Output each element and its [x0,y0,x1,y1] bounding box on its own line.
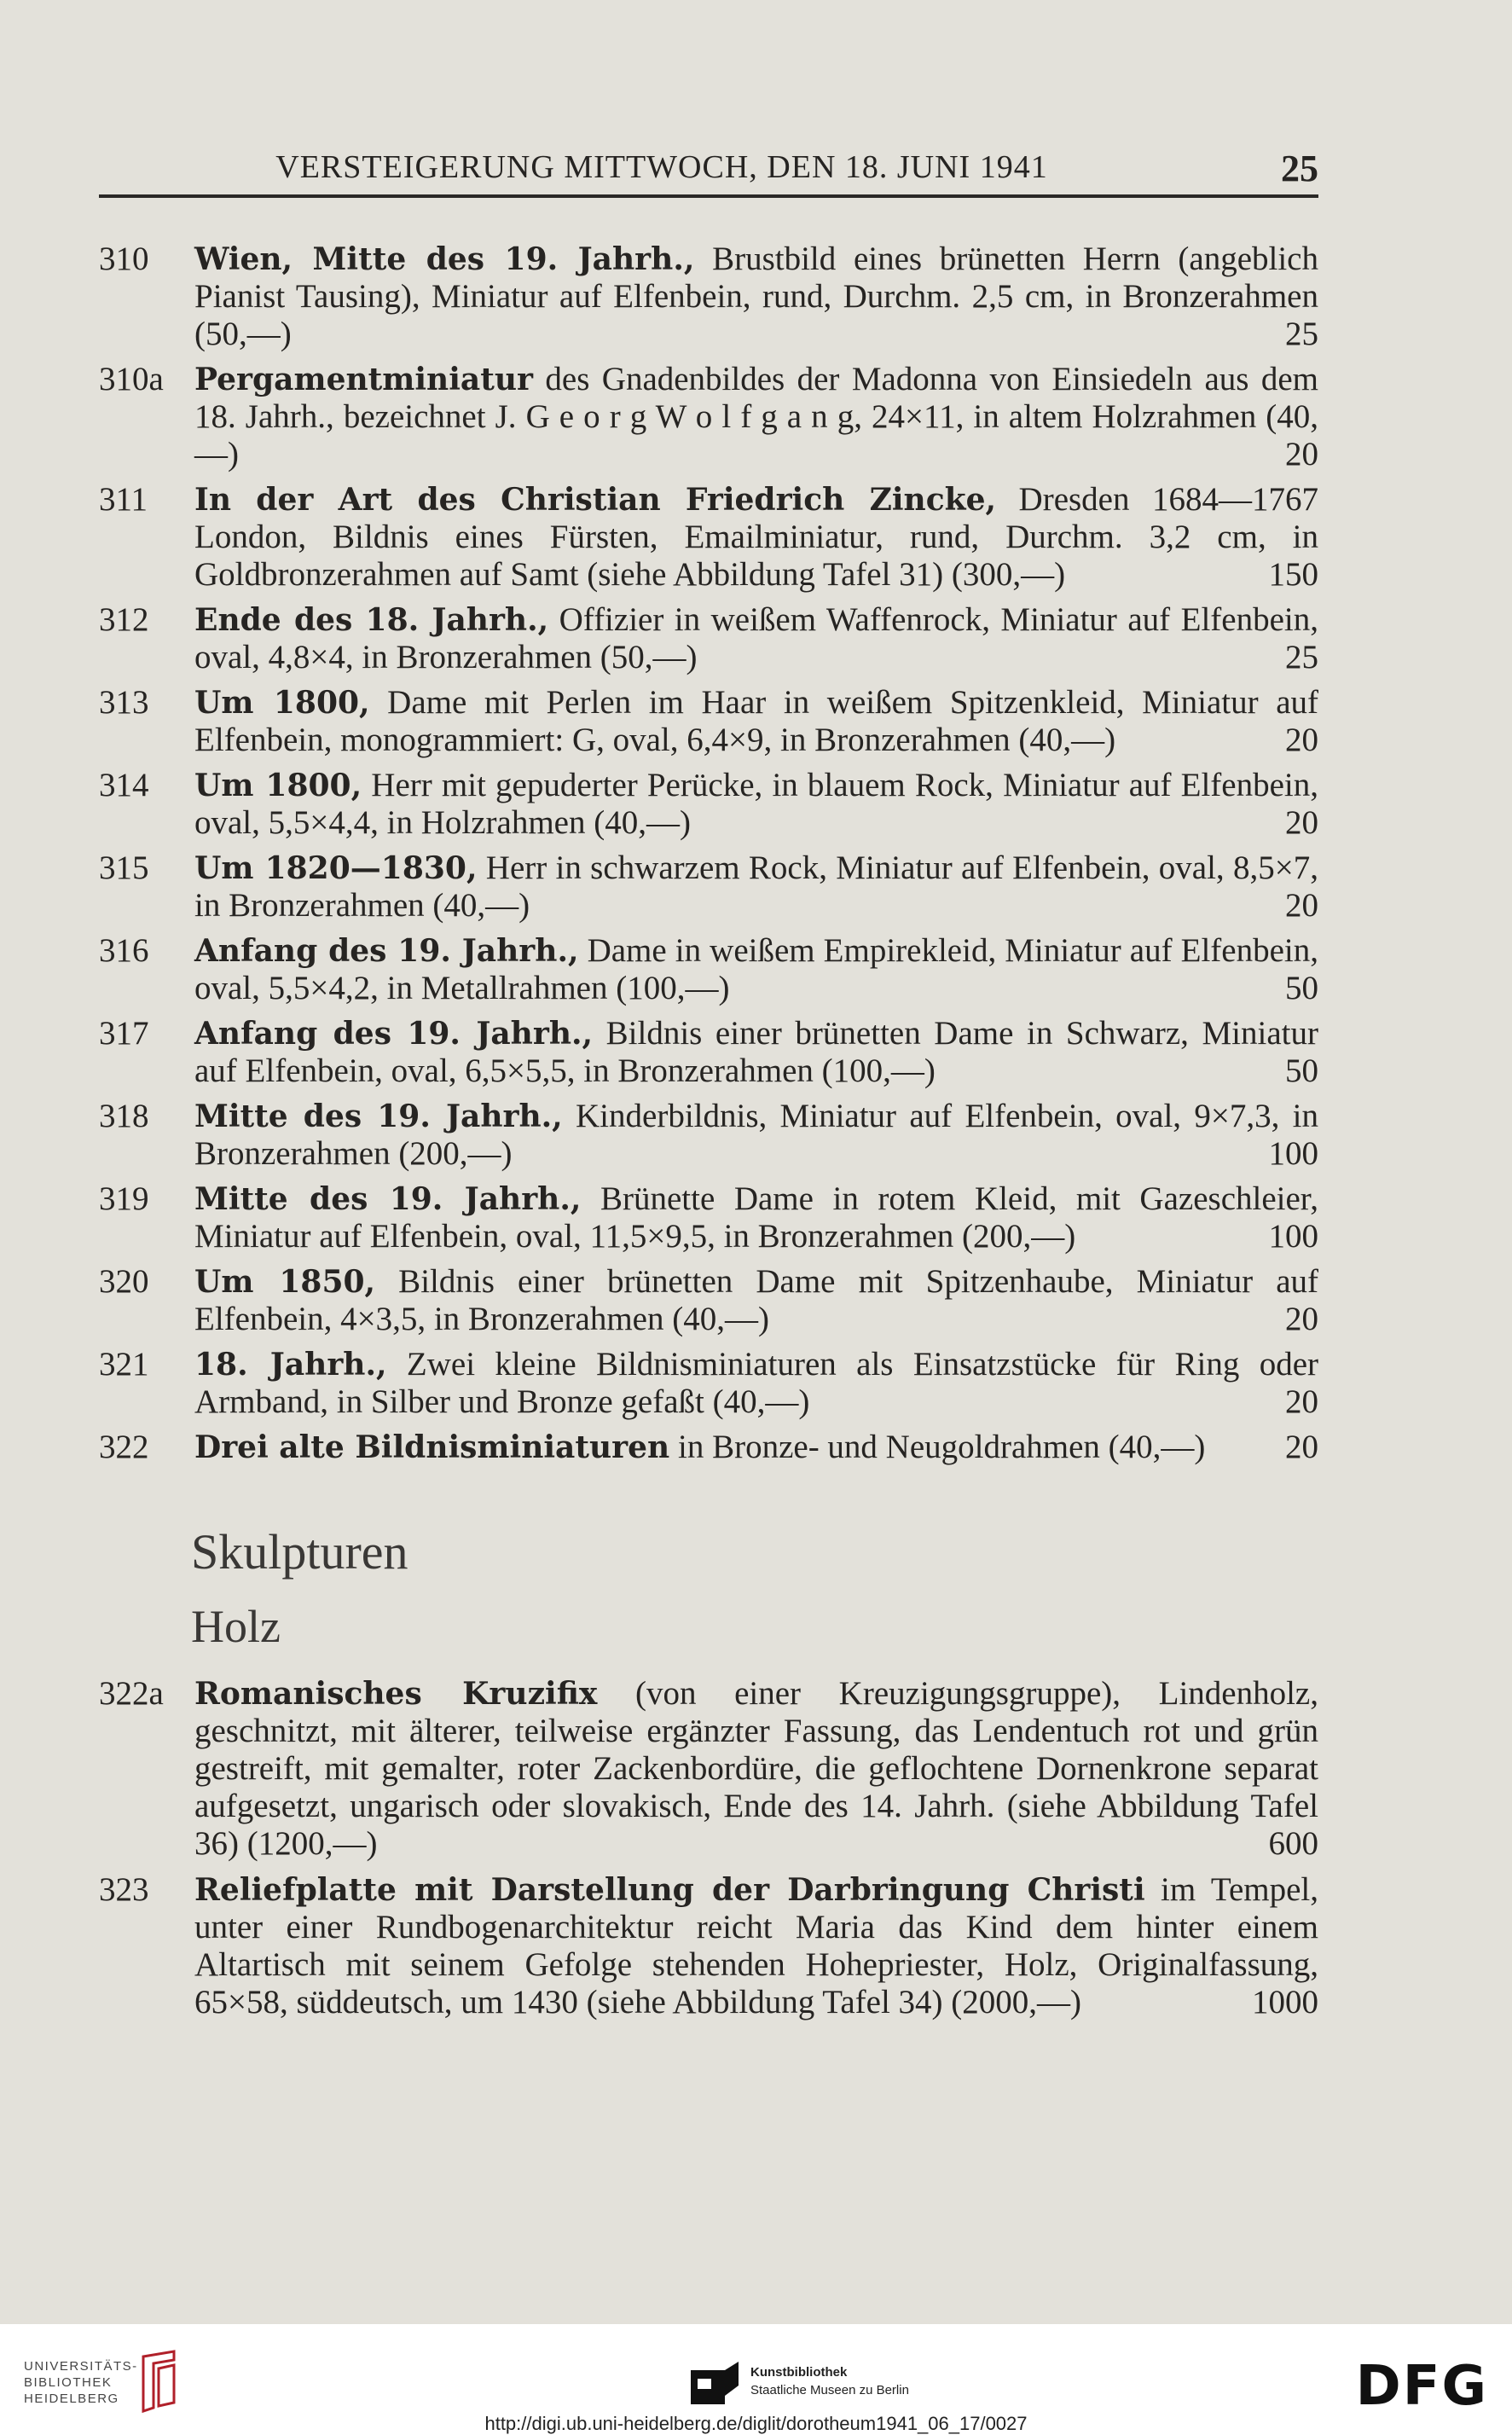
lot-description [194,1346,1318,1421]
catalog-entry [99,932,1318,1007]
lot-heading: Mitte des 19. Jahrh., [194,1181,582,1217]
lot-number: 323 [99,1871,149,1908]
lot-heading: Mitte des 19. Jahrh., [194,1099,563,1134]
lot-number: 317 [99,1015,149,1052]
lot-description [194,767,1318,842]
lot-text: Zwei kleine Bildnisminiaturen als Einsatzstücke für Ring oder Armband, in Silber und Bronze gefaßt (40,—) [194,1346,1319,1420]
lot-heading: Pergamentminiatur [194,362,533,397]
lot-price: 100 [1268,1135,1318,1172]
dfg-logo: DFG [1355,2355,1488,2418]
lot-number: 319 [99,1180,149,1217]
lot-description [194,601,1318,676]
lot-heading: Drei alte Bildnisminiaturen [194,1429,670,1465]
lot-heading: Anfang des 19. Jahrh., [194,1016,594,1052]
lot-price: 25 [1285,316,1318,352]
lot-number: 310 [99,241,149,277]
lot-description [194,1263,1318,1338]
lot-price: 20 [1285,1383,1318,1420]
catalog-entry [99,241,1318,353]
lot-description [194,481,1318,594]
lot-heading: Anfang des 19. Jahrh., [194,933,579,969]
kunstbibliothek-logo-icon [691,2362,739,2409]
lot-text: des Gnadenbildes der Madonna von Einsiedeln aus dem 18. Jahrh., bezeichnet J. G e o r g W o l f g a n g, 24×11, in altem Holzrahmen (40,—) [194,361,1318,473]
header-title: VERSTEIGERUNG MITTWOCH, DEN 18. JUNI 1941 [275,149,1048,185]
catalog-entry [99,1346,1318,1421]
catalog-entry [99,601,1318,676]
catalog-entries-miniatures [99,241,1318,1474]
lot-number: 312 [99,601,149,638]
lot-number: 313 [99,684,149,721]
lot-text: Dame in weißem Empirekleid, Miniatur auf Elfenbein, oval, 5,5×4,2, in Metallrahmen (100,—) [194,932,1319,1006]
lot-text: Herr in schwarzem Rock, Miniatur auf Elfenbein, oval, 8,5×7, in Bronzerahmen (40,—) [194,849,1318,924]
lot-description [194,1675,1318,1863]
catalog-entry [99,361,1318,473]
page-header [99,148,1318,200]
lot-description [194,241,1318,353]
lot-text: Brustbild eines brünetten Herrn (angeblich Pianist Tausing), Miniatur auf Elfenbein, rund, Durchm. 2,5 cm, in Bronzerahmen (50,—) [194,241,1318,352]
lot-text: Bildnis einer brünetten Dame mit Spitzenhaube, Miniatur auf Elfenbein, 4×3,5, in Bronzerahmen (40,—) [194,1263,1318,1337]
lot-text: im Tempel, unter einer Rundbogenarchitektur reicht Maria das Kind dem hinter einem Altartisch mit seinem Gefolge stehenden Hohepriester, Holz, Originalfassung, 65×58, süddeutsch, um 1430 (siehe Abbildung Tafel 34) (2000,—) [194,1871,1319,2020]
university-logo-icon [136,2348,181,2416]
lot-price: 100 [1268,1218,1318,1255]
lot-text: Offizier in weißem Waffenrock, Miniatur auf Elfenbein, oval, 4,8×4, in Bronzerahmen (50,—) [194,601,1318,675]
page-number: 25 [1281,148,1318,189]
section-subtitle: Holz [191,1601,281,1652]
catalog-entry [99,1098,1318,1173]
lot-description [194,361,1318,473]
lot-heading: Um 1800, [194,768,362,803]
university-library-label: UNIVERSITÄTS- BIBLIOTHEK HEIDELBERG [24,2359,138,2406]
lot-text: Bildnis einer brünetten Dame in Schwarz, Miniatur auf Elfenbein, oval, 6,5×5,5, in Bronzerahmen (100,—) [194,1015,1318,1089]
lot-number: 318 [99,1098,149,1134]
catalog-entry [99,1015,1318,1090]
catalog-entry [99,684,1318,759]
lot-price: 50 [1285,970,1318,1006]
lot-description [194,849,1318,925]
lot-number: 310a [99,361,164,397]
lot-number: 322a [99,1675,164,1712]
header-rule [99,194,1318,198]
lot-description [194,1180,1318,1255]
catalog-entry [99,1675,1318,1863]
lot-number: 316 [99,932,149,969]
lot-number: 314 [99,767,149,803]
footer-bar [0,2324,1512,2435]
lot-description [194,1015,1318,1090]
lot-number: 311 [99,481,148,518]
lot-heading: Romanisches Kruzifix [194,1676,598,1712]
lot-number: 321 [99,1346,149,1383]
lot-description [194,1098,1318,1173]
lot-text: Herr mit gepuderter Perücke, in blauem Rock, Miniatur auf Elfenbein, oval, 5,5×4,4, in Holzrahmen (40,—) [194,767,1319,841]
lot-heading: Ende des 18. Jahrh., [194,602,549,638]
lot-description [194,932,1318,1007]
catalog-entry [99,481,1318,594]
lot-heading: Um 1850, [194,1264,376,1300]
lot-price: 600 [1268,1825,1318,1862]
catalog-entries-sculptures [99,1675,1318,2030]
lot-text: Dresden 1684—1767 London, Bildnis eines Fürsten, Emailminiatur, rund, Durchm. 3,2 cm, in Goldbronzerahmen auf Samt (siehe Abbildung Tafel 31) (300,—) [194,481,1318,593]
lot-price: 20 [1285,804,1318,841]
lot-text: Dame mit Perlen im Haar in weißem Spitzenkleid, Miniatur auf Elfenbein, monogrammiert: G, oval, 6,4×9, in Bronzerahmen (40,—) [194,684,1319,758]
lot-price: 20 [1285,436,1318,473]
lot-description [194,684,1318,759]
lot-price: 1000 [1252,1984,1318,2020]
lot-price: 20 [1285,887,1318,924]
lot-price: 50 [1285,1052,1318,1089]
catalog-entry [99,767,1318,842]
lot-number: 322 [99,1429,149,1465]
lot-text: in Bronze- und Neugoldrahmen (40,—) [669,1429,1206,1465]
lot-text: Kinderbildnis, Miniatur auf Elfenbein, oval, 9×7,3, in Bronzerahmen (200,—) [194,1098,1318,1172]
lot-heading: Wien, Mitte des 19. Jahrh., [194,241,695,277]
lot-heading: 18. Jahrh., [194,1347,387,1383]
catalog-entry [99,1263,1318,1338]
lot-price: 20 [1285,1429,1318,1465]
lot-price: 150 [1268,556,1318,593]
kunstbibliothek-label: Kunstbibliothek Staatliche Museen zu Berlin [750,2365,909,2397]
lot-price: 20 [1285,722,1318,758]
lot-heading: Um 1800, [194,685,370,721]
lot-price: 25 [1285,639,1318,675]
lot-description [194,1871,1318,2021]
lot-heading: Um 1820—1830, [194,850,478,886]
source-url[interactable]: http://digi.ub.uni-heidelberg.de/diglit/dorotheum1941_06_17/0027 [484,2413,1028,2434]
lot-text: (von einer Kreuzigungsgruppe), Lindenholz, geschnitzt, mit älterer, teilweise ergänzter Fassung, das Lendentuch rot und grün gestreift, mit gemalter, roter Zackenbordüre, die geflochtene Dornenkrone separat aufgesetzt, ungarisch oder slovakisch, Ende des 14. Jahrh. (siehe Abbildung Tafel 36) (1200,—) [194,1675,1318,1862]
lot-description [194,1429,1318,1466]
catalog-entry [99,849,1318,925]
lot-number: 315 [99,849,149,886]
lot-heading: In der Art des Christian Friedrich Zincke, [194,482,997,518]
lot-heading: Reliefplatte mit Darstellung der Darbringung Christi [194,1872,1145,1908]
catalog-entry [99,1871,1318,2021]
lot-price: 20 [1285,1301,1318,1337]
catalog-entry [99,1429,1318,1466]
section-title: Skulpturen [191,1524,408,1580]
lot-number: 320 [99,1263,149,1300]
lot-text: Brünette Dame in rotem Kleid, mit Gazeschleier, Miniatur auf Elfenbein, oval, 11,5×9,5, in Bronzerahmen (200,—) [194,1180,1318,1255]
catalog-entry [99,1180,1318,1255]
